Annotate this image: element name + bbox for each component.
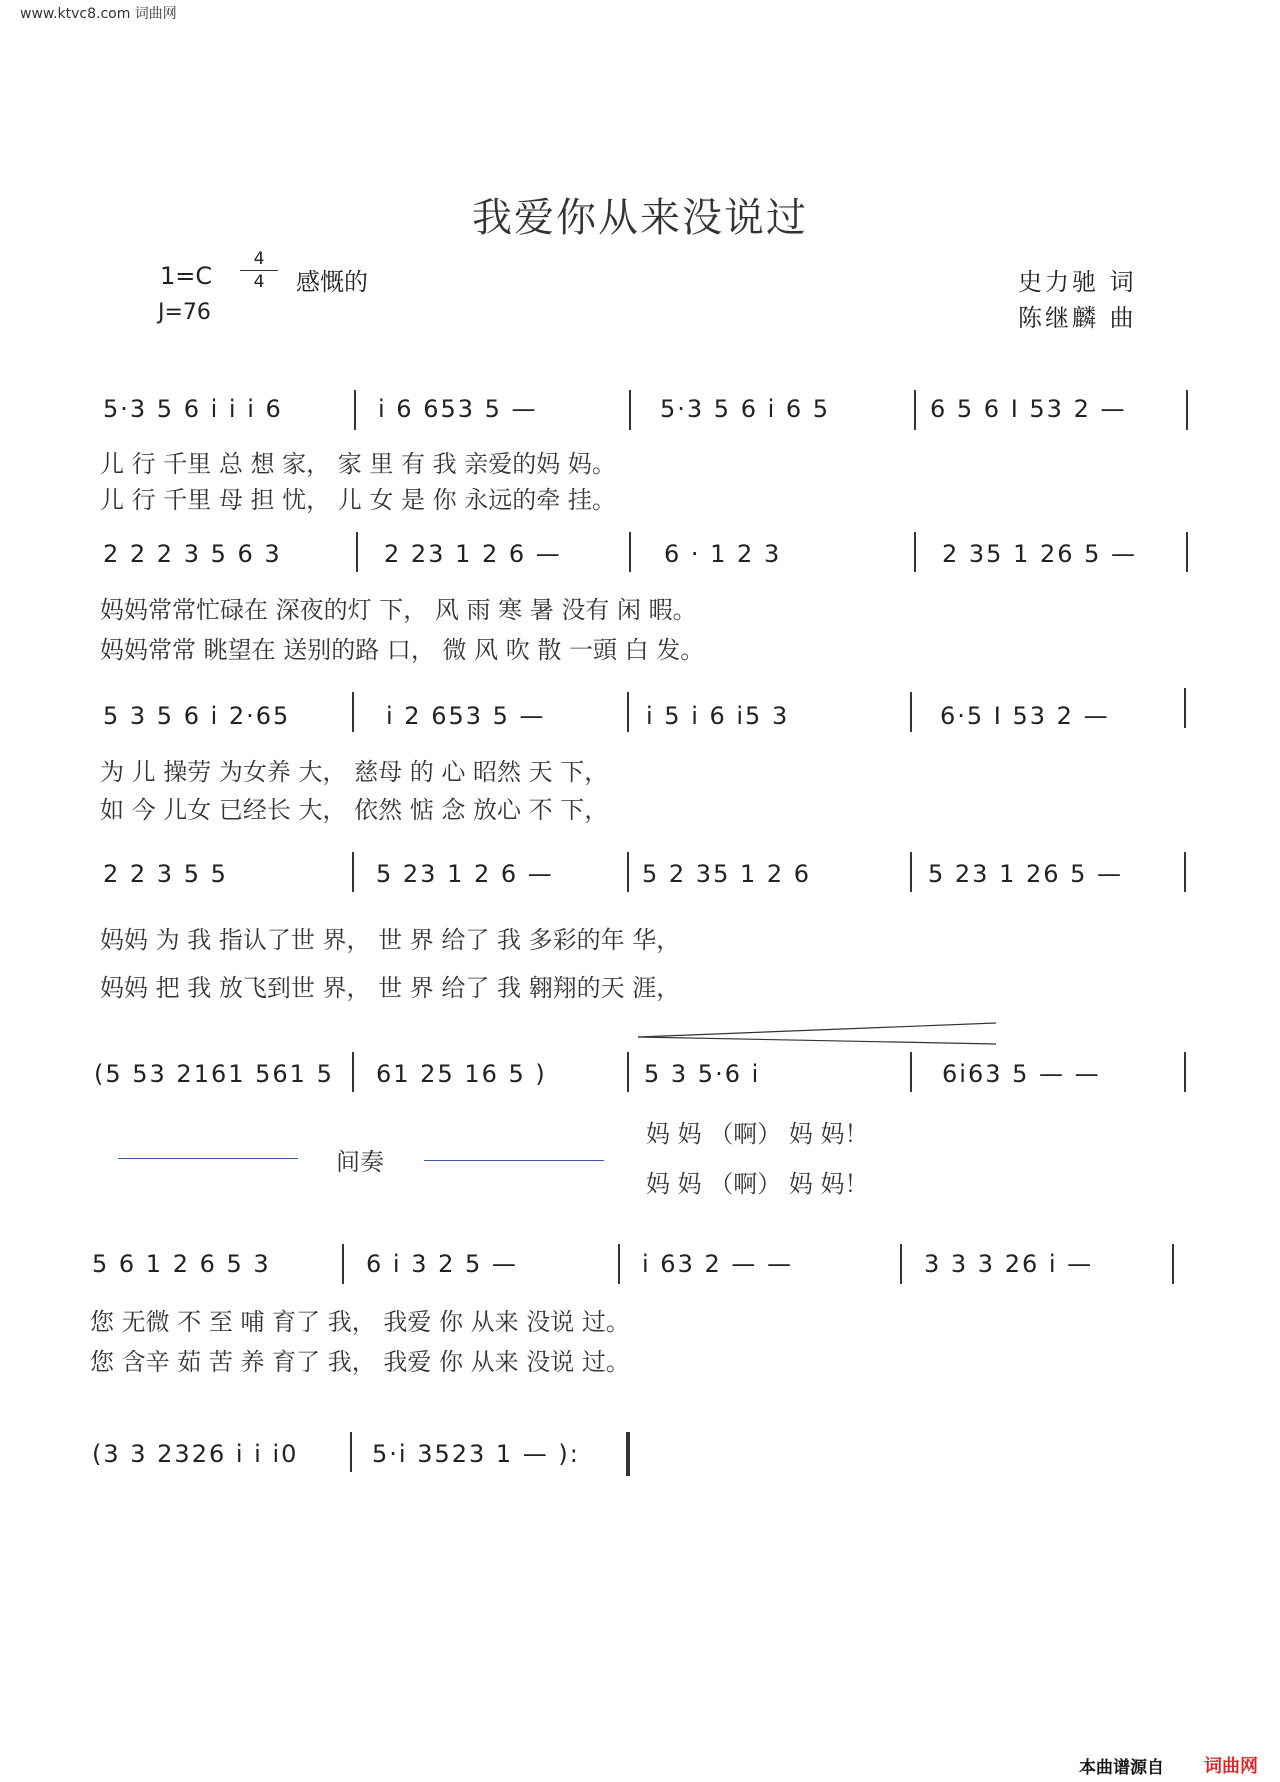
- row1-measure2: i 6 653 5 —: [378, 395, 538, 423]
- row2-lyric-verse1: 妈妈常常忙碌在 深夜的灯 下， 风 雨 寒 暑 没有 闲 暇。: [100, 596, 697, 624]
- row4-measure3: 5 2 35 1 2 6: [642, 860, 812, 888]
- row2-measure4: 2 35 1 26 5 —: [942, 540, 1138, 568]
- barline: [352, 852, 354, 892]
- row6-lyric-verse1: 您 无微 不 至 哺 育了 我， 我爱 你 从来 没说 过。: [90, 1308, 630, 1336]
- composer-credit: 陈继麟 曲: [1018, 304, 1137, 332]
- row5-lyric-verse1: 妈 妈 （啊） 妈 妈！: [646, 1120, 869, 1148]
- lyricist-credit: 史力驰 词: [1018, 268, 1137, 296]
- interlude-line-left: [118, 1158, 298, 1159]
- row1-measure1: 5·3 5 6 i i i 6: [103, 395, 283, 423]
- barline: [910, 692, 912, 732]
- row5-measure4: 6i63 5 — —: [942, 1060, 1101, 1088]
- tempo-marking: J=76: [158, 300, 211, 325]
- row3-measure1: 5 3 5 6 i 2·65: [103, 702, 291, 730]
- song-title: 我爱你从来没说过: [472, 195, 808, 241]
- row3-measure3: i 5 i 6 i5 3: [646, 702, 790, 730]
- barline: [629, 390, 631, 430]
- row3-lyric-verse2: 如 今 儿女 已经长 大， 依然 惦 念 放心 不 下，: [100, 796, 609, 824]
- barline: [1184, 688, 1186, 728]
- barline: [627, 692, 629, 732]
- site-watermark-label: www.ktvc8.com 词曲网: [20, 6, 177, 22]
- row3-measure4: 6·5 I 53 2 —: [940, 702, 1110, 730]
- interlude-line-right: [424, 1160, 604, 1161]
- row7-measure2: 5·i 3523 1 — ):: [372, 1440, 580, 1468]
- barline: [914, 390, 916, 430]
- row4-lyric-verse1: 妈妈 为 我 指认了世 界， 世 界 给了 我 多彩的年 华，: [100, 926, 681, 954]
- row1-lyric-verse1: 儿 行 千里 总 想 家， 家 里 有 我 亲爱的妈 妈。: [100, 450, 616, 478]
- time-signature-top: 4: [253, 249, 265, 269]
- row1-measure4: 6 5 6 I 53 2 —: [930, 395, 1127, 423]
- row6-measure3: i 63 2 — —: [642, 1250, 793, 1278]
- row6-lyric-verse2: 您 含辛 茹 苦 养 育了 我， 我爱 你 从来 没说 过。: [90, 1348, 630, 1376]
- barline: [350, 1432, 352, 1472]
- barline: [629, 532, 631, 572]
- footer-brand-logo: 词曲网: [1204, 1756, 1258, 1777]
- barline: [1172, 1244, 1174, 1284]
- row5-measure3: 5 3 5·6 i: [644, 1060, 761, 1088]
- row5-measure2: 61 25 16 5 ): [376, 1060, 547, 1088]
- row2-lyric-verse2: 妈妈常常 眺望在 送别的路 口， 微 风 吹 散 一頭 白 发。: [100, 636, 705, 664]
- interlude-label: 间奏: [336, 1148, 384, 1176]
- row2-measure2: 2 23 1 2 6 —: [384, 540, 562, 568]
- row3-lyric-verse1: 为 儿 操劳 为女养 大， 慈母 的 心 昭然 天 下，: [100, 758, 609, 786]
- row4-measure4: 5 23 1 26 5 —: [928, 860, 1124, 888]
- row5-lyric-verse2: 妈 妈 （啊） 妈 妈！: [646, 1170, 869, 1198]
- row6-measure1: 5 6 1 2 6 5 3: [92, 1250, 271, 1278]
- row4-measure1: 2 2 3 5 5: [103, 860, 228, 888]
- row6-measure4: 3 3 3 26 i —: [924, 1250, 1094, 1278]
- barline: [627, 1052, 629, 1092]
- barline: [1184, 1052, 1186, 1092]
- final-repeat-barline: [626, 1432, 630, 1476]
- barline: [352, 1052, 354, 1092]
- barline: [910, 852, 912, 892]
- row7-measure1: (3 3 2326 i i i0: [92, 1440, 299, 1468]
- barline: [627, 852, 629, 892]
- row1-measure3: 5·3 5 6 i 6 5: [660, 395, 831, 423]
- row4-lyric-verse2: 妈妈 把 我 放飞到世 界， 世 界 给了 我 翱翔的天 涯，: [100, 974, 681, 1002]
- footer-source-label: 本曲谱源自: [1079, 1758, 1164, 1778]
- barline: [1184, 852, 1186, 892]
- barline: [914, 532, 916, 572]
- expression-marking: 感慨的: [296, 268, 368, 296]
- row5-measure1: (5 53 2161 561 5: [94, 1060, 334, 1088]
- barline: [1186, 532, 1188, 572]
- barline: [342, 1244, 344, 1284]
- barline: [356, 532, 358, 572]
- barline: [352, 692, 354, 732]
- row6-measure2: 6 i 3 2 5 —: [366, 1250, 518, 1278]
- row3-measure2: i 2 653 5 —: [386, 702, 546, 730]
- barline: [900, 1244, 902, 1284]
- barline: [1186, 390, 1188, 430]
- row2-measure3: 6 · 1 2 3: [664, 540, 782, 568]
- time-signature-bottom: 4: [253, 272, 265, 292]
- row1-lyric-verse2: 儿 行 千里 母 担 忧， 儿 女 是 你 永远的牵 挂。: [100, 486, 616, 514]
- crescendo-hairpin: [636, 1020, 1002, 1046]
- row4-measure2: 5 23 1 2 6 —: [376, 860, 554, 888]
- key-signature: 1=C: [160, 262, 213, 290]
- barline: [354, 390, 356, 430]
- barline: [618, 1244, 620, 1284]
- row2-measure1: 2 2 2 3 5 6 3: [103, 540, 282, 568]
- time-signature-divider: [240, 270, 278, 271]
- barline: [910, 1052, 912, 1092]
